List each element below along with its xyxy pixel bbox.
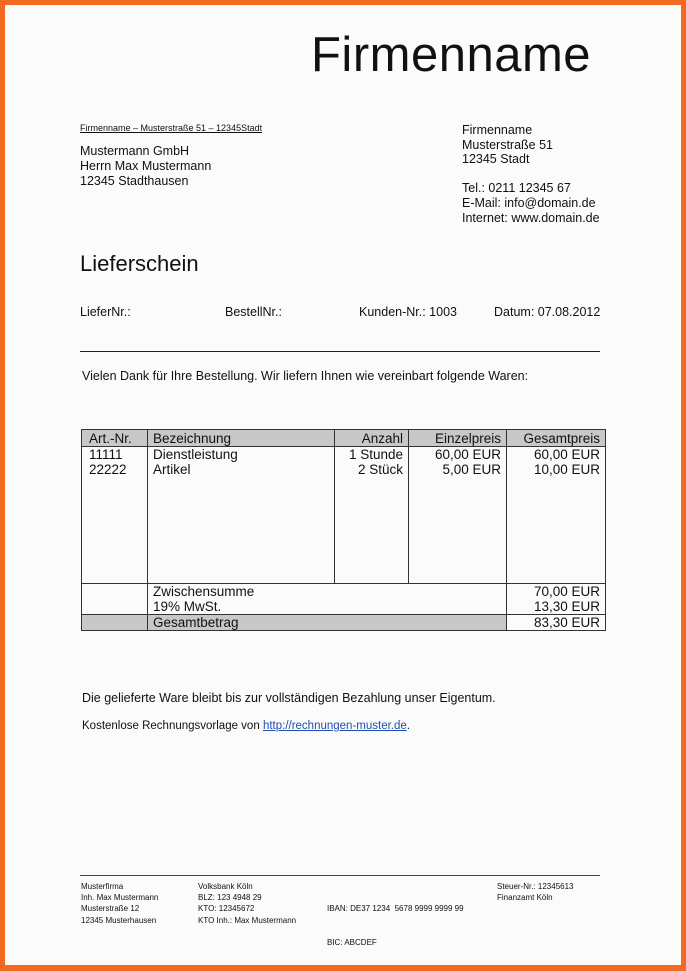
footer-tax xyxy=(497,881,574,903)
table-cell: 10,00 EUR xyxy=(533,462,600,477)
total-row xyxy=(82,615,606,631)
sender-address xyxy=(462,123,600,225)
kunden-nr: Kunden-Nr.: 1003 xyxy=(359,305,457,319)
table-header-row xyxy=(82,430,606,447)
tax-value: 13,30 EUR xyxy=(507,599,606,615)
subtotal-label: Zwischensumme xyxy=(148,584,507,600)
footer-line: KTO Inh.: Max Mustermann xyxy=(198,915,297,925)
items-table xyxy=(81,429,606,631)
template-note xyxy=(82,720,410,732)
col-header-gesamtpreis: Gesamtpreis xyxy=(507,430,606,447)
einzelpreis-cell xyxy=(409,447,507,584)
datum: Datum: 07.08.2012 xyxy=(494,305,601,319)
gesamtpreis-cell xyxy=(507,447,606,584)
sender-phone: Tel.: 0211 12345 67 xyxy=(462,181,571,196)
total-label: Gesamtbetrag xyxy=(148,615,507,631)
footer-line: IBAN: DE37 1234 5678 9999 9999 99 xyxy=(327,904,464,914)
col-header-bezeichnung: Bezeichnung xyxy=(148,430,335,447)
company-title: Firmenname xyxy=(311,28,592,82)
col-header-anzahl: Anzahl xyxy=(335,430,409,447)
footer-bank xyxy=(198,881,296,926)
footer-company xyxy=(81,881,158,926)
table-cell: 60,00 EUR xyxy=(434,447,501,462)
anzahl-cell xyxy=(335,447,409,584)
table-body xyxy=(82,447,606,584)
template-note-suffix: . xyxy=(406,720,410,732)
subtotal-value: 70,00 EUR xyxy=(507,584,606,600)
footer-line: Inh. Max Mustermann xyxy=(81,893,159,903)
recipient-address xyxy=(80,144,211,189)
subtotal-row xyxy=(82,584,606,600)
bezeichnung-cell xyxy=(148,447,335,584)
table-cell: 11111 xyxy=(89,447,123,462)
document-page xyxy=(5,5,681,965)
tax-label: 19% MwSt. xyxy=(148,599,507,615)
table-cell: 5,00 EUR xyxy=(442,462,501,477)
recipient-line: Mustermann GmbH xyxy=(80,144,190,158)
table-cell: Artikel xyxy=(153,462,191,477)
document-title: Lieferschein xyxy=(80,251,199,276)
sender-street: Musterstraße 51 xyxy=(462,137,554,152)
footer-line: Steuer-Nr.: 12345613 xyxy=(497,882,574,891)
tax-row xyxy=(82,599,606,615)
intro-text: Vielen Dank für Ihre Bestellung. Wir liefern Ihnen wie vereinbart folgende Waren: xyxy=(82,369,529,383)
table-cell: 60,00 EUR xyxy=(533,447,600,462)
sender-internet: Internet: www.domain.de xyxy=(462,210,600,225)
footer-divider xyxy=(80,875,600,876)
header-divider xyxy=(80,351,600,352)
sender-name: Firmenname xyxy=(462,123,533,137)
footer-line: Musterfirma xyxy=(81,882,124,891)
footer-line: Musterstraße 12 xyxy=(81,904,140,914)
total-value: 83,30 EUR xyxy=(507,615,606,631)
footer-iban xyxy=(327,881,464,971)
col-header-art-nr: Art.-Nr. xyxy=(82,430,148,447)
table-cell: 22222 xyxy=(89,462,127,477)
footer-line: KTO: 12345672 xyxy=(198,904,255,914)
sender-city: 12345 Stadt xyxy=(462,152,530,167)
recipient-line: 12345 Stadthausen xyxy=(80,174,189,188)
footer-line: BIC: ABCDEF xyxy=(327,938,377,948)
footer-line: Finanzamt Köln xyxy=(497,893,553,903)
col-header-einzelpreis: Einzelpreis xyxy=(409,430,507,447)
table-cell: Dienstleistung xyxy=(153,447,238,462)
bestell-nr-label: BestellNr.: xyxy=(225,305,282,319)
return-address-line: Firmenname – Musterstraße 51 – 12345Stadt xyxy=(80,123,263,133)
table-cell: 2 Stück xyxy=(357,462,403,477)
art-nr-cell xyxy=(82,447,148,584)
recipient-line: Herrn Max Mustermann xyxy=(80,159,212,173)
template-link[interactable]: http://rechnungen-muster.de xyxy=(262,720,407,732)
sender-email: E-Mail: info@domain.de xyxy=(462,195,596,210)
footer-line: Volksbank Köln xyxy=(198,882,253,891)
liefer-nr-label: LieferNr.: xyxy=(80,305,131,319)
footer-line: 12345 Musterhausen xyxy=(81,915,157,925)
table-cell: 1 Stunde xyxy=(348,447,403,462)
footer-line: BLZ: 123 4948 29 xyxy=(198,893,262,903)
template-note-prefix: Kostenlose Rechnungsvorlage von xyxy=(82,720,263,732)
ownership-note: Die gelieferte Ware bleibt bis zur vollständigen Bezahlung unser Eigentum. xyxy=(82,691,496,705)
